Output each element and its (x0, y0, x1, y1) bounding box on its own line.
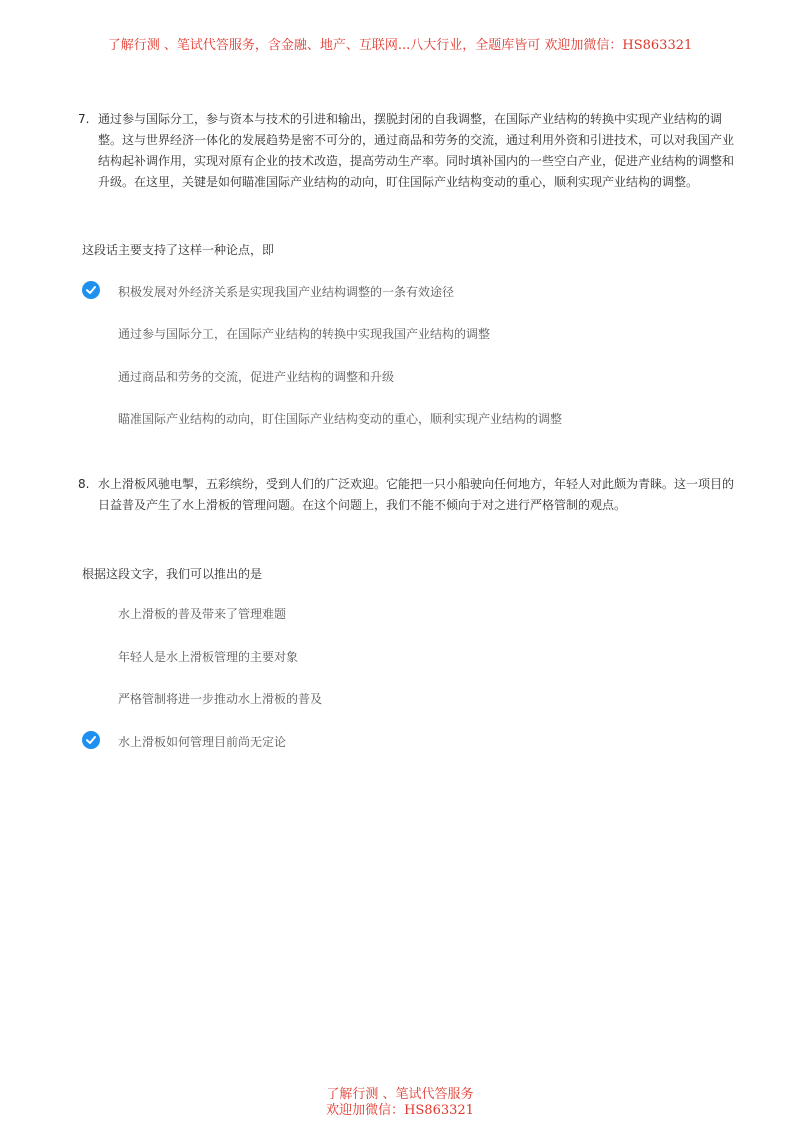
option-label: 积极发展对外经济关系是实现我国产业结构调整的一条有效途径 (118, 285, 455, 299)
footer-line-2: 欢迎加微信：HS863321 (326, 1103, 474, 1118)
option-label: 水上滑板的普及带来了管理难题 (118, 607, 287, 621)
check-circle-icon (82, 281, 100, 299)
question-7-option-2[interactable] (82, 323, 722, 343)
question-8 (78, 474, 738, 516)
option-label: 水上滑板如何管理目前尚无定论 (118, 735, 287, 749)
question-8-option-2[interactable] (82, 646, 722, 666)
footer-watermark (0, 1087, 800, 1119)
option-label: 严格管制将进一步推动水上滑板的普及 (118, 692, 323, 706)
question-8-option-4[interactable] (82, 731, 722, 751)
question-7-option-1[interactable] (82, 281, 722, 301)
question-7-option-3[interactable] (82, 366, 722, 386)
option-label: 通过参与国际分工，在国际产业结构的转换中实现我国产业结构的调整 (118, 327, 491, 341)
question-8-prompt: 根据这段文字，我们可以推出的是 (82, 567, 263, 581)
question-8-option-1[interactable] (82, 603, 722, 623)
header-watermark: 了解行测 、笔试代答服务，含金融、地产、互联网...八大行业，全题库皆可 欢迎加微信：HS863321 (107, 38, 693, 53)
question-8-option-3[interactable] (82, 688, 722, 708)
footer-line-1: 了解行测 、笔试代答服务 (326, 1087, 474, 1102)
question-7-prompt: 这段话主要支持了这样一种论点，即 (82, 243, 275, 257)
question-text: 通过参与国际分工，参与资本与技术的引进和输出，摆脱封闭的自我调整，在国际产业结构的转换中实现产业结构的调整。这与世界经济一体化的发展趋势是密不可分的，通过商品和劳务的交流，通过利用外资和引进技术，可以对我国产业结构起补调作用，实现对原有企业的技术改造，提高劳动生产率。同时填补国内的一些空白产业，促进产业结构的调整和升级。在这里，关键是如何瞄准国际产业结构的动向，盯住国际产业结构变动的重心，顺利实现产业结构的调整。 (98, 112, 735, 189)
option-label: 通过商品和劳务的交流，促进产业结构的调整和升级 (118, 370, 395, 384)
question-7-option-4[interactable] (82, 408, 722, 428)
check-circle-icon (82, 731, 100, 749)
option-label: 年轻人是水上滑板管理的主要对象 (118, 650, 299, 664)
option-label: 瞄准国际产业结构的动向，盯住国际产业结构变动的重心，顺利实现产业结构的调整 (118, 412, 563, 426)
question-7 (78, 109, 738, 193)
question-number: 8. (78, 477, 90, 491)
question-number: 7. (78, 112, 90, 126)
question-text: 水上滑板风驰电掣，五彩缤纷，受到人们的广泛欢迎。它能把一只小船驶向任何地方，年轻人对此颇为青睐。这一项目的日益普及产生了水上滑板的管理问题。在这个问题上，我们不能不倾向于对之进行严格管制的观点。 (98, 477, 735, 512)
